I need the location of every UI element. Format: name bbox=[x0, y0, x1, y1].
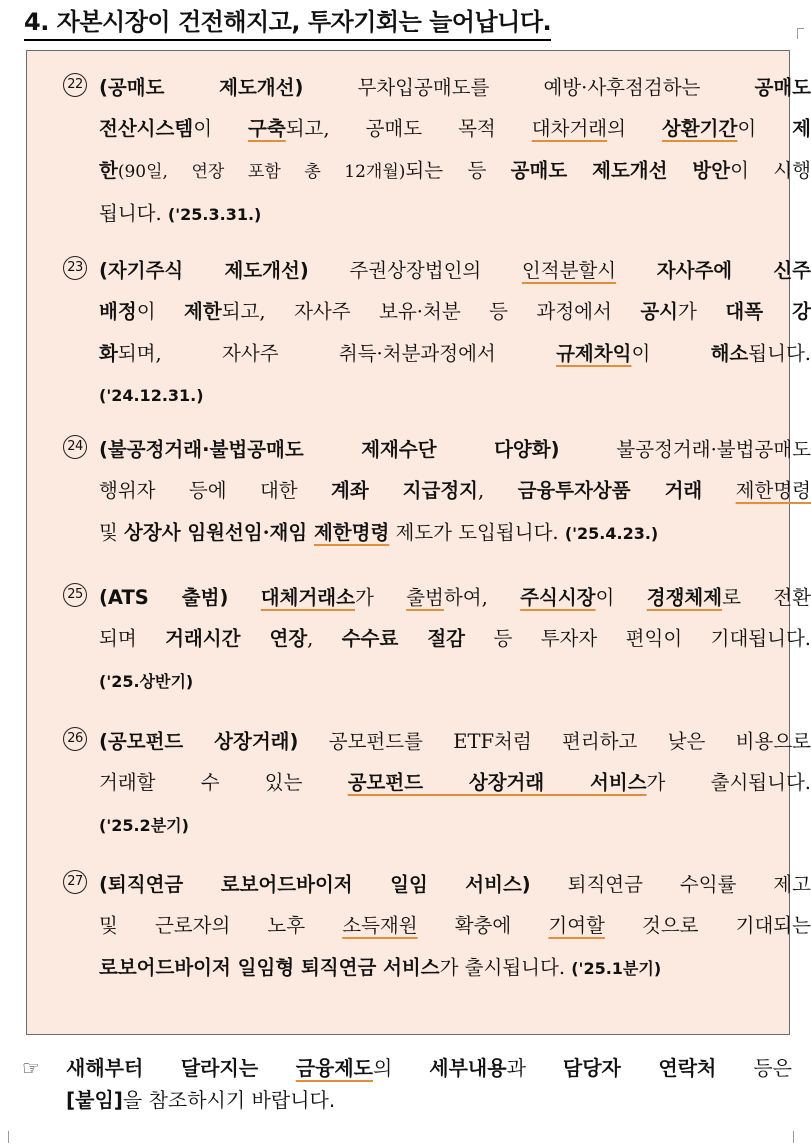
text-run: 경쟁체제 bbox=[646, 586, 723, 609]
text-run: 상장사 임원선임·재임 bbox=[124, 520, 314, 544]
text-line bbox=[99, 762, 811, 803]
text-run: 되고, 공매도 목적 bbox=[285, 117, 532, 141]
list-item bbox=[63, 577, 811, 702]
text-run: 행위자 등에 대한 bbox=[99, 479, 331, 503]
text-run: 화 bbox=[99, 341, 118, 365]
page-corner-mark bbox=[8, 1131, 19, 1143]
text-run: 확충에 bbox=[417, 914, 549, 938]
text-line bbox=[99, 905, 811, 946]
text-run: 가 bbox=[678, 300, 726, 324]
text-run: 출범 bbox=[406, 586, 444, 609]
text-run: ('24.12.31.) bbox=[99, 385, 204, 405]
item-body bbox=[99, 721, 811, 846]
list-item bbox=[63, 250, 811, 416]
item-body bbox=[99, 864, 811, 989]
text-run: 한 bbox=[99, 158, 118, 182]
text-line bbox=[99, 108, 811, 149]
text-run: 상환기간 bbox=[661, 117, 738, 141]
content-box bbox=[26, 50, 811, 1035]
text-run: 됩니다. bbox=[748, 341, 811, 365]
text-run: 이 bbox=[136, 300, 185, 324]
text-run: 대체거래소 bbox=[260, 586, 355, 609]
text-run: 자사주에 신주 bbox=[656, 259, 811, 282]
text-line bbox=[99, 804, 811, 846]
list-item bbox=[63, 721, 811, 846]
item-body bbox=[99, 250, 811, 416]
text-run: 제 bbox=[792, 117, 811, 141]
text-run: 및 bbox=[99, 520, 125, 544]
footnote bbox=[22, 1052, 792, 1116]
text-run bbox=[702, 479, 735, 502]
text-line bbox=[99, 333, 811, 374]
text-run: 공매도 제도개선 방안 bbox=[510, 158, 731, 182]
text-run: 되며, 자사주 취득·처분과정에서 bbox=[117, 341, 557, 365]
text-run: (공모펀드 상장거래) bbox=[99, 730, 299, 753]
text-run: 거래할 수 있는 bbox=[99, 771, 348, 795]
text-run: 이 bbox=[193, 117, 249, 141]
text-run: 되는 등 bbox=[405, 158, 511, 182]
text-run: 수수료 절감 bbox=[341, 627, 466, 651]
text-run: 되고, 자사주 보유·처분 등 과정에서 bbox=[221, 300, 641, 324]
text-run: 제도가 도입됩니다. bbox=[389, 520, 565, 544]
text-run: 공시 bbox=[640, 300, 679, 324]
text-run: 소득재원 bbox=[342, 914, 418, 938]
text-run: 계좌 지급정지 bbox=[331, 479, 478, 503]
text-run: 구축 bbox=[248, 117, 286, 141]
text-run: 등은 bbox=[716, 1056, 792, 1080]
text-run: 되며 bbox=[99, 627, 166, 651]
text-run: , bbox=[307, 627, 342, 651]
text-run: 가 출시됩니다. bbox=[646, 771, 811, 795]
text-run: 배정 bbox=[99, 300, 137, 324]
text-line bbox=[99, 577, 811, 618]
text-line bbox=[99, 193, 811, 235]
text-line bbox=[99, 470, 811, 511]
text-line bbox=[99, 947, 811, 989]
item-body bbox=[99, 429, 811, 554]
text-line bbox=[99, 512, 811, 554]
text-run: 제한명령 bbox=[735, 479, 811, 503]
text-run: 공모펀드 상장거래 서비스 bbox=[347, 771, 647, 795]
text-run: 새해부터 달라지는 bbox=[66, 1056, 296, 1080]
text-run: 가 출시됩니다. bbox=[439, 955, 572, 979]
text-run bbox=[616, 259, 657, 282]
section-heading: 4. 자본시장이 건전해지고, 투자기회는 늘어납니다. bbox=[24, 6, 551, 41]
text-run: 무차입공매도를 예방·사후점검하는 bbox=[303, 76, 755, 99]
list-item bbox=[63, 864, 811, 989]
footnote-text bbox=[66, 1052, 792, 1116]
text-line bbox=[66, 1084, 792, 1116]
text-run: 인적분할시 bbox=[521, 259, 617, 282]
text-run: 것으로 기대되는 bbox=[604, 914, 811, 938]
text-line bbox=[99, 721, 811, 762]
text-run: (공매도 제도개선) bbox=[99, 76, 304, 99]
item-number: 24 bbox=[63, 435, 87, 459]
text-run: 규제차익 bbox=[556, 341, 632, 365]
text-run: 대차거래 bbox=[531, 117, 608, 141]
text-run: ('25.2분기) bbox=[99, 815, 189, 835]
list-item bbox=[63, 67, 811, 235]
text-line bbox=[99, 660, 811, 702]
text-line bbox=[66, 1052, 792, 1084]
text-run: 담당자 연락처 bbox=[562, 1056, 717, 1080]
text-run: (ATS 출범) bbox=[99, 586, 229, 609]
item-number: 23 bbox=[63, 256, 87, 280]
text-run: 금융투자상품 거래 bbox=[517, 479, 703, 503]
text-run: ('25.4.23.) bbox=[564, 523, 659, 543]
text-run: 로보어드바이저 일임형 퇴직연금 서비스 bbox=[99, 955, 440, 979]
text-run: 공매도 bbox=[754, 76, 811, 99]
text-run: 주식시장 bbox=[520, 586, 596, 609]
text-run: 하여, bbox=[443, 586, 521, 609]
text-run: ('25.1분기) bbox=[571, 958, 662, 978]
text-line bbox=[99, 67, 811, 108]
text-run: 금융제도 bbox=[295, 1056, 373, 1080]
text-run: ('25.상반기) bbox=[99, 671, 194, 691]
text-run: 이 시행 bbox=[730, 158, 811, 182]
text-run: 기여할 bbox=[548, 914, 605, 938]
text-run: 불공정거래·불법공매도 bbox=[559, 438, 811, 461]
text-line bbox=[99, 618, 811, 659]
pointing-hand-icon: ☞ bbox=[22, 1056, 40, 1080]
text-run: 의 bbox=[373, 1056, 430, 1080]
item-body bbox=[99, 67, 811, 235]
text-line bbox=[99, 150, 811, 193]
text-run: 퇴직연금 수익률 제고 bbox=[530, 873, 811, 896]
text-line bbox=[99, 374, 811, 416]
item-number: 27 bbox=[63, 870, 87, 894]
text-run: 제한 bbox=[184, 300, 222, 324]
text-run: 됩니다. bbox=[99, 201, 168, 225]
text-line bbox=[99, 291, 811, 332]
text-run: (불공정거래·불법공매도 제재수단 다양화) bbox=[99, 438, 560, 461]
text-line bbox=[99, 429, 811, 470]
text-run: [붙임] bbox=[66, 1088, 123, 1112]
text-run: (자기주식 제도개선) bbox=[99, 259, 309, 282]
text-run: 과 bbox=[506, 1056, 563, 1080]
item-number: 22 bbox=[63, 73, 87, 97]
text-run: 가 bbox=[354, 586, 407, 609]
text-run: 세부내용 bbox=[429, 1056, 507, 1080]
item-number: 26 bbox=[63, 727, 87, 751]
text-run: 주권상장법인의 bbox=[308, 259, 522, 282]
text-line bbox=[99, 864, 811, 905]
list-item bbox=[63, 429, 811, 554]
text-line bbox=[99, 250, 811, 291]
text-run: 제한명령 bbox=[313, 520, 390, 544]
text-run: 을 참조하시기 바랍니다. bbox=[122, 1088, 336, 1112]
text-run: 공모펀드를 ETF처럼 편리하고 낮은 비용으로 bbox=[298, 730, 811, 753]
text-run: ('25.3.31.) bbox=[167, 204, 262, 224]
item-number: 25 bbox=[63, 583, 87, 607]
text-run: 거래시간 연장 bbox=[165, 627, 308, 651]
text-run: , bbox=[478, 479, 518, 503]
page-corner-mark bbox=[793, 1131, 804, 1143]
page-corner-mark bbox=[797, 28, 804, 39]
text-run: 이 bbox=[631, 341, 711, 365]
text-run bbox=[228, 586, 260, 609]
text-run: 의 bbox=[607, 117, 662, 141]
text-run: 로 전환 bbox=[722, 586, 811, 609]
item-body bbox=[99, 577, 811, 702]
text-run: 및 근로자의 노후 bbox=[99, 914, 343, 938]
text-run: 등 투자자 편익이 기대됩니다. bbox=[465, 627, 811, 651]
text-run: (90일, 연장 포함 총 12개월) bbox=[117, 161, 406, 182]
text-run: (퇴직연금 로보어드바이저 일임 서비스) bbox=[99, 873, 531, 896]
text-run: 이 bbox=[595, 586, 647, 609]
text-run: 이 bbox=[737, 117, 793, 141]
text-run: 대폭 강 bbox=[725, 300, 811, 324]
text-run: 전산시스템 bbox=[99, 117, 194, 141]
text-run: 해소 bbox=[710, 341, 749, 365]
